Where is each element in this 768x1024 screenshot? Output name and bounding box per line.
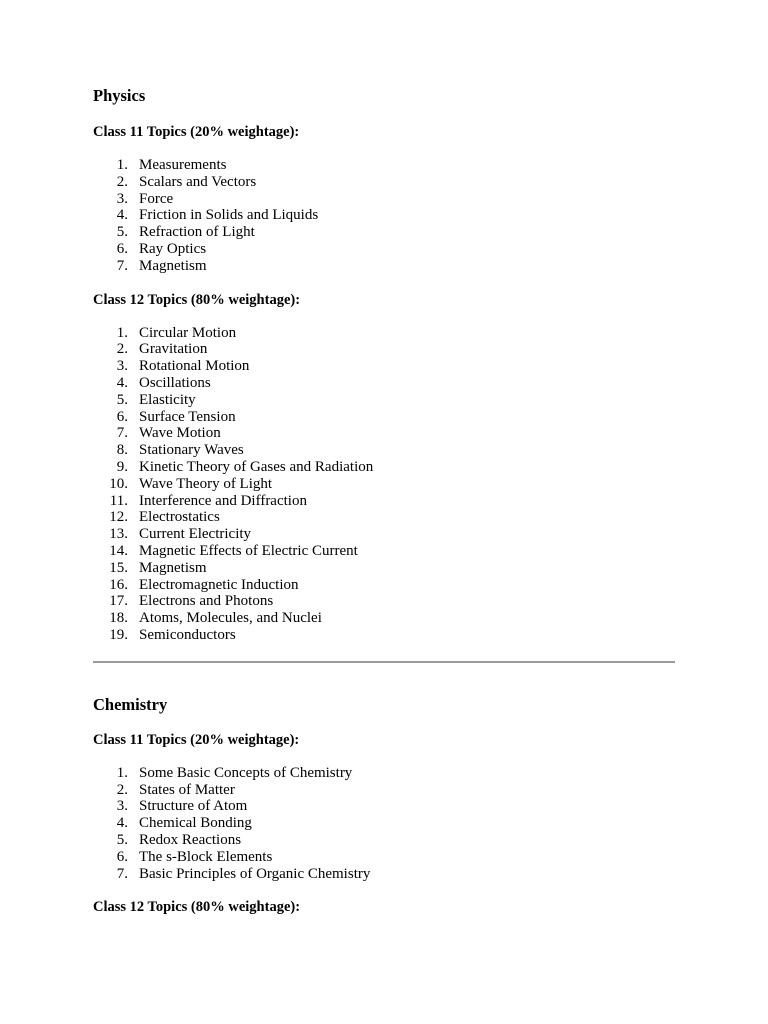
list-item-number: 2. (116, 781, 128, 798)
chemistry-title: Chemistry (93, 694, 168, 714)
list-item-text: Circular Motion (139, 324, 237, 341)
list-item (93, 765, 675, 782)
physics-title: Physics (93, 86, 146, 105)
list-item-number: 3. (116, 798, 128, 815)
list-item-text: Magnetism (139, 257, 207, 274)
list-item-text: The s-Block Elements (139, 848, 273, 865)
list-item-number: 6. (116, 240, 128, 257)
list-item (93, 442, 675, 459)
list-item-text: Atoms, Molecules, and Nuclei (139, 610, 322, 627)
list-item-number: 15. (109, 559, 128, 576)
section-divider (93, 661, 675, 663)
list-item (93, 476, 675, 493)
chemistry-class11-list (93, 765, 675, 883)
list-item (93, 577, 675, 594)
physics-class12-list (93, 325, 675, 644)
list-item-text: Stationary Waves (139, 442, 244, 459)
list-item-text: Rotational Motion (139, 358, 250, 375)
list-item (93, 341, 675, 358)
list-item-number: 19. (109, 626, 128, 643)
list-item (93, 174, 675, 191)
list-item-text: Friction in Solids and Liquids (139, 207, 319, 224)
list-item (93, 798, 675, 815)
list-item-number: 10. (109, 475, 128, 492)
list-item-number: 1. (116, 324, 128, 341)
list-item-text: Kinetic Theory of Gases and Radiation (139, 458, 374, 475)
list-item-number: 7. (116, 865, 128, 882)
list-item-text: Ray Optics (139, 240, 207, 257)
list-item (93, 358, 675, 375)
chemistry-class11-heading: Class 11 Topics (20% weightage): (93, 731, 300, 748)
list-item (93, 866, 675, 883)
list-item-text: Redox Reactions (139, 831, 242, 848)
list-item-number: 17. (109, 593, 128, 610)
list-item-number: 4. (116, 815, 128, 832)
list-item-text: Magnetic Effects of Electric Current (139, 542, 358, 559)
list-item-number: 6. (116, 408, 128, 425)
list-item-text: Oscillations (139, 374, 211, 391)
list-item-text: Interference and Diffraction (139, 492, 307, 509)
list-item-text: Wave Motion (139, 425, 221, 442)
list-item-number: 5. (116, 831, 128, 848)
list-item-number: 5. (116, 391, 128, 408)
list-item-text: Chemical Bonding (139, 815, 252, 832)
list-item-text: Scalars and Vectors (139, 173, 257, 190)
list-item-text: Force (139, 190, 174, 207)
list-item-number: 1. (116, 157, 128, 173)
list-item-number: 5. (116, 224, 128, 241)
list-item-text: Current Electricity (139, 526, 252, 543)
list-item (93, 375, 675, 392)
list-item-text: Surface Tension (139, 408, 236, 425)
list-item (93, 224, 675, 241)
list-item (93, 526, 675, 543)
list-item-text: Structure of Atom (139, 798, 248, 815)
list-item-text: Basic Principles of Organic Chemistry (139, 865, 371, 882)
list-item-text: Gravitation (139, 341, 208, 358)
list-item (93, 493, 675, 510)
list-item-text: Semiconductors (139, 626, 236, 643)
list-item-number: 16. (109, 576, 128, 593)
list-item (93, 560, 675, 577)
list-item-number: 7. (116, 257, 128, 274)
list-item-number: 18. (109, 610, 128, 627)
list-item-text: Electromagnetic Induction (139, 576, 299, 593)
list-item (93, 509, 675, 526)
list-item-number: 11. (109, 492, 128, 509)
list-item-number: 2. (116, 173, 128, 190)
list-item-number: 12. (109, 509, 128, 526)
list-item-number: 7. (116, 425, 128, 442)
physics-class12-heading: Class 12 Topics (80% weightage): (93, 291, 301, 308)
list-item (93, 627, 675, 644)
list-item (93, 782, 675, 799)
list-item (93, 849, 675, 866)
list-item (93, 392, 675, 409)
list-item (93, 258, 675, 275)
list-item-text: Electrons and Photons (139, 593, 274, 610)
list-item (93, 191, 675, 208)
list-item-number: 4. (116, 207, 128, 224)
list-item (93, 543, 675, 560)
physics-class11-list (93, 157, 675, 275)
list-item-number: 13. (109, 526, 128, 543)
list-item (93, 593, 675, 610)
list-item-text: Electrostatics (139, 509, 220, 526)
list-item-number: 6. (116, 848, 128, 865)
physics-class11-heading: Class 11 Topics (20% weightage): (93, 124, 300, 140)
list-item (93, 832, 675, 849)
list-item-number: 3. (116, 190, 128, 207)
list-item-number: 14. (109, 542, 128, 559)
list-item-number: 4. (116, 374, 128, 391)
chemistry-class12-heading: Class 12 Topics (80% weightage): (93, 899, 301, 916)
list-item-text: Elasticity (139, 391, 196, 408)
list-item (93, 610, 675, 627)
list-item-number: 1. (116, 764, 128, 781)
list-item-text: Magnetism (139, 559, 207, 576)
list-item-number: 8. (116, 442, 128, 459)
list-item-text: Wave Theory of Light (139, 475, 273, 492)
list-item (93, 459, 675, 476)
list-item (93, 325, 675, 342)
list-item-number: 2. (116, 341, 128, 358)
list-item-text: Measurements (139, 157, 227, 173)
list-item-number: 9. (116, 458, 128, 475)
list-item-text: Some Basic Concepts of Chemistry (139, 764, 353, 781)
list-item-text: Refraction of Light (139, 224, 255, 241)
list-item (93, 157, 675, 174)
list-item (93, 425, 675, 442)
document-page (93, 86, 675, 916)
list-item (93, 207, 675, 224)
list-item-number: 3. (116, 358, 128, 375)
list-item (93, 241, 675, 258)
list-item (93, 409, 675, 426)
list-item-text: States of Matter (139, 781, 235, 798)
list-item (93, 815, 675, 832)
